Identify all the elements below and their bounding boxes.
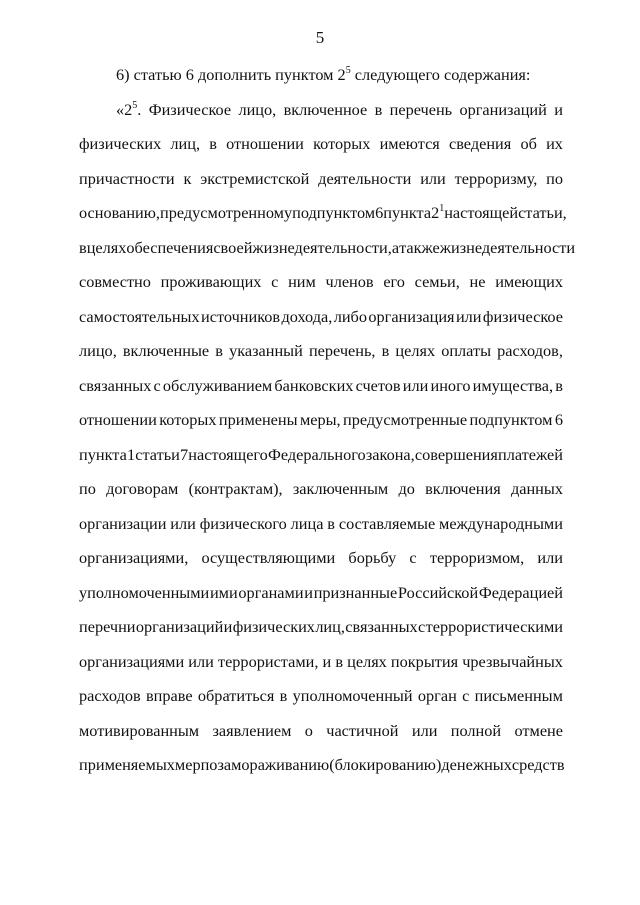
word: с <box>418 617 426 636</box>
word: данных <box>510 479 563 498</box>
word: или <box>537 548 563 567</box>
word: лицо, <box>238 99 277 119</box>
page-number: 5 <box>315 28 325 47</box>
word: иного <box>430 375 471 395</box>
word: жизнедеятельности, <box>252 237 392 257</box>
word: организаций <box>459 99 547 119</box>
text-line <box>79 679 563 714</box>
text-line <box>79 541 563 576</box>
word: статьи, <box>518 203 567 222</box>
word: по <box>200 755 218 774</box>
word: их <box>546 134 563 153</box>
word: имущества, <box>472 375 554 395</box>
word: предусмотренные <box>343 410 468 429</box>
word: письменным <box>474 686 563 705</box>
word: причастности <box>79 168 175 188</box>
text-line <box>79 645 563 680</box>
word: банковских <box>274 375 354 395</box>
superscript: 5 <box>132 99 138 111</box>
text-line <box>79 162 563 197</box>
word: органами <box>238 582 304 602</box>
word: в <box>381 341 390 360</box>
word: Физическое <box>148 99 232 119</box>
text-line: 6) статью 6 дополнить пунктом $2^5$ следующего содержания: <box>116 65 531 84</box>
text-line <box>79 507 563 542</box>
word: в <box>374 99 383 119</box>
word: о <box>304 720 313 740</box>
text-line <box>79 610 563 645</box>
word: покрытия <box>390 651 459 671</box>
word: физического <box>199 513 287 533</box>
word: перечень, <box>308 341 376 360</box>
word: или <box>411 720 438 740</box>
word: настоящей <box>444 203 519 222</box>
word: договорам <box>106 479 179 498</box>
word: признанные <box>313 582 398 602</box>
word: Федерального <box>267 444 366 464</box>
text-line <box>79 438 563 473</box>
word: платежей <box>498 444 563 464</box>
text-line <box>79 369 563 404</box>
word: закона, <box>365 444 415 464</box>
word: «$2^5$. <box>116 99 142 119</box>
word: частичной <box>326 720 399 740</box>
text-line <box>79 265 563 300</box>
word: или <box>170 513 196 533</box>
text-line <box>79 231 576 266</box>
word: сведения <box>448 134 512 153</box>
word: не <box>469 272 486 291</box>
word: денежных <box>441 755 512 774</box>
word: организациями <box>79 651 185 671</box>
word: чрезвычайных <box>462 651 563 671</box>
word: расходов, <box>497 341 563 360</box>
word: счетов <box>355 375 401 395</box>
word: его <box>383 272 405 291</box>
word: и <box>304 582 313 602</box>
word: деятельности <box>318 168 412 188</box>
word: замораживанию <box>217 755 330 774</box>
word: отмене <box>514 720 563 740</box>
word: (контрактам), <box>188 479 283 498</box>
word: источников <box>201 306 281 326</box>
word: по <box>546 168 563 188</box>
word: пункта <box>383 203 432 222</box>
word: целях <box>347 651 387 671</box>
superscript: 5 <box>345 65 351 76</box>
word: настоящего <box>188 444 268 464</box>
word: отношении <box>226 134 304 153</box>
text-line <box>79 403 563 438</box>
word: в <box>335 651 344 671</box>
word: членов <box>325 272 374 291</box>
word: ими <box>209 582 238 602</box>
word: лицо, <box>79 341 117 360</box>
word: совершения <box>414 444 498 464</box>
text-line <box>79 472 563 507</box>
word: включенное <box>283 99 368 119</box>
text-line <box>79 196 567 231</box>
word: применяемых <box>79 755 175 774</box>
word: мер <box>174 755 201 774</box>
word: которых <box>159 410 217 429</box>
word: имеются <box>379 134 440 153</box>
word: жизнедеятельности <box>439 237 576 257</box>
word: 6 <box>375 203 384 222</box>
word: целях <box>86 237 127 257</box>
word: в <box>555 375 563 395</box>
word: пункта <box>79 444 127 464</box>
text-line <box>79 300 563 335</box>
text-line <box>79 714 563 749</box>
word: орган <box>417 686 457 705</box>
word: до <box>398 479 415 498</box>
word: полной <box>450 720 502 740</box>
word: физическое <box>482 306 563 326</box>
word: которых <box>313 134 371 153</box>
word: либо <box>333 306 367 326</box>
word: (блокированию) <box>329 755 442 774</box>
word: включенные <box>122 341 210 360</box>
word: и <box>322 651 332 671</box>
word: или <box>420 168 446 188</box>
word: об <box>520 134 537 153</box>
word: лиц, <box>315 617 345 636</box>
word: применены <box>218 410 298 429</box>
word: с <box>153 375 161 395</box>
word: вправе <box>145 686 193 705</box>
word: $2^1$ <box>431 203 445 222</box>
word: имеющих <box>495 272 563 291</box>
word: заключенным <box>292 479 389 498</box>
word: заявлением <box>212 720 292 740</box>
word: связанных <box>345 617 418 636</box>
word: с <box>271 272 279 291</box>
word: 6 <box>554 410 563 429</box>
word: или <box>188 651 214 671</box>
word: международными <box>439 513 563 533</box>
word: Российской <box>397 582 479 602</box>
word: лиц, <box>170 134 201 153</box>
word: оплаты <box>441 341 492 360</box>
word: дохода, <box>281 306 333 326</box>
word: составляемые <box>338 513 436 533</box>
word: самостоятельных <box>79 306 200 326</box>
word: уполномоченный <box>292 686 413 705</box>
text-line <box>79 576 563 611</box>
text-line <box>79 127 563 162</box>
text-line <box>79 748 563 783</box>
word: совместно <box>79 272 151 291</box>
word: проживающих <box>160 272 262 291</box>
word: физических <box>232 617 315 636</box>
word: терроризму, <box>454 168 538 188</box>
word: семьи, <box>414 272 460 291</box>
word: организация <box>368 306 455 326</box>
word: целях <box>395 341 436 360</box>
word: отношении <box>79 410 157 429</box>
word: и <box>223 617 233 636</box>
word: обратиться <box>197 686 275 705</box>
word: расходов <box>79 686 141 705</box>
word: в <box>209 134 217 153</box>
word: с <box>462 686 470 705</box>
superscript: 1 <box>439 203 445 214</box>
word: ним <box>288 272 316 291</box>
word: подпунктом <box>469 410 553 429</box>
word: обеспечения <box>126 237 214 257</box>
word: физических <box>79 134 162 153</box>
word: или <box>455 306 482 326</box>
word: также <box>399 237 440 257</box>
text-line <box>79 334 563 369</box>
word: с <box>409 548 417 567</box>
word: террористами, <box>217 651 319 671</box>
word: 7 <box>179 444 189 464</box>
word: борьбу <box>348 548 397 567</box>
word: предусмотренному <box>160 203 293 222</box>
word: перечень <box>389 99 453 119</box>
word: включения <box>425 479 501 498</box>
word: организаций <box>135 617 224 636</box>
word: подпунктом <box>292 203 376 222</box>
word: а <box>391 237 400 257</box>
word: мотивированным <box>79 720 200 740</box>
word: обслуживанием <box>162 375 273 395</box>
word: 1 <box>126 444 136 464</box>
amendment-text <box>79 58 576 783</box>
word: перечни <box>79 617 136 636</box>
word: лица <box>290 513 324 533</box>
word: террористическими <box>425 617 563 636</box>
word: статьи <box>135 444 180 464</box>
word: в <box>79 237 87 257</box>
word: осуществляющими <box>201 548 336 567</box>
text-line <box>79 93 563 128</box>
word: в <box>327 513 335 533</box>
word: экстремистской <box>200 168 310 188</box>
word: своей <box>213 237 253 257</box>
word: меры, <box>299 410 341 429</box>
word: Федерацией <box>478 582 563 602</box>
word: в <box>215 341 223 360</box>
word: организации <box>79 513 167 533</box>
word: организациями, <box>79 548 189 567</box>
word: уполномоченными <box>79 582 210 602</box>
word: терроризмом, <box>429 548 525 567</box>
word: средств <box>511 755 565 774</box>
word: в <box>279 686 288 705</box>
word: основанию, <box>79 203 160 222</box>
word: по <box>79 479 96 498</box>
word: связанных <box>79 375 152 395</box>
word: и <box>554 99 563 119</box>
word: к <box>183 168 192 188</box>
word: или <box>402 375 429 395</box>
word: указанный <box>229 341 303 360</box>
